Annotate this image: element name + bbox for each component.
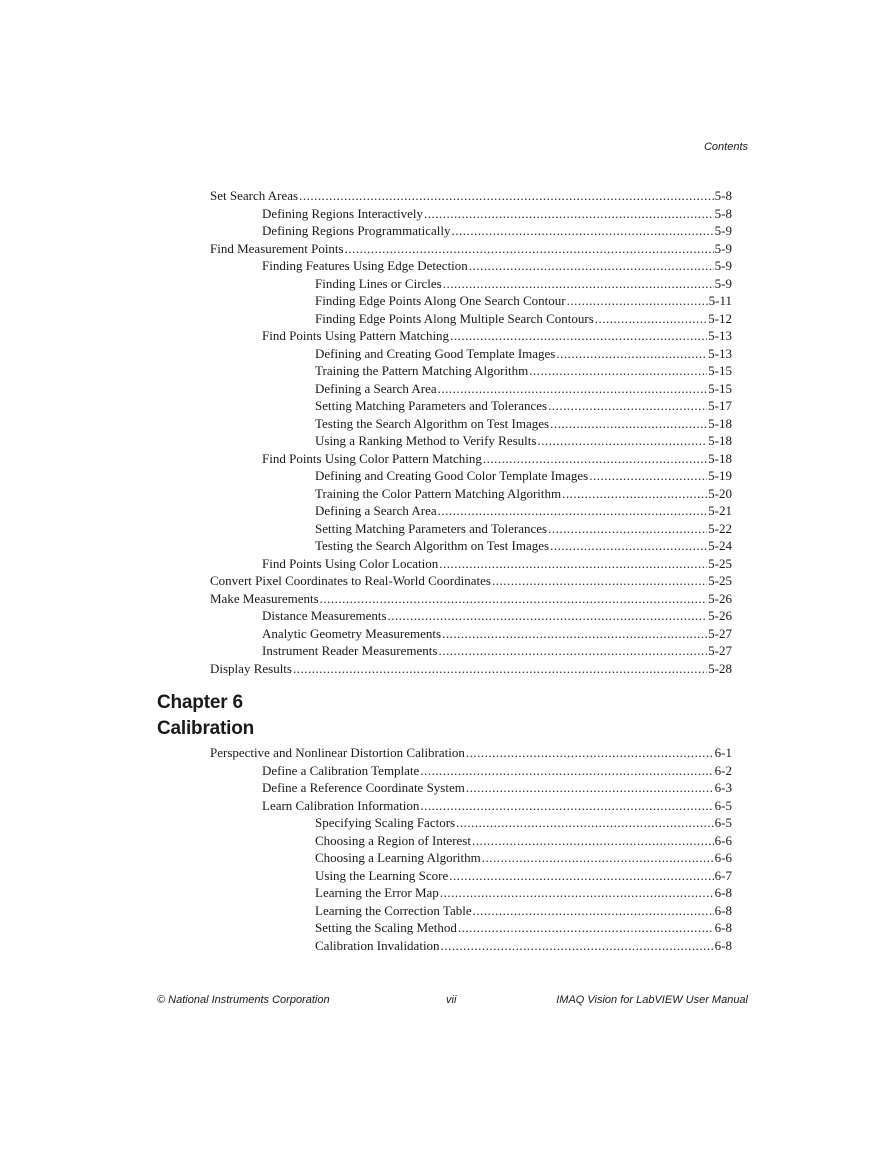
toc-entry[interactable] — [262, 205, 732, 222]
toc-entry-page: 6-7 — [714, 867, 732, 883]
toc-dot-leader — [529, 362, 707, 379]
toc-entry[interactable] — [315, 467, 732, 484]
toc-entry-label: Set Search Areas — [210, 188, 299, 203]
toc-entry-label: Finding Features Using Edge Detection — [262, 258, 468, 273]
toc-entry-page: 6-6 — [714, 832, 732, 848]
toc-entry[interactable] — [210, 187, 732, 204]
toc-dot-leader — [345, 240, 714, 257]
toc-entry-label: Choosing a Region of Interest — [315, 832, 471, 848]
toc-dot-leader — [439, 555, 707, 572]
toc-entry-page: 6-8 — [714, 920, 732, 935]
toc-dot-leader — [299, 187, 714, 204]
toc-entry-label: Display Results — [210, 660, 292, 676]
toc-entry-label: Find Measurement Points — [210, 240, 344, 256]
toc-dot-leader — [449, 867, 713, 884]
toc-dot-leader — [469, 257, 714, 274]
toc-entry[interactable] — [210, 590, 732, 607]
toc-entry[interactable] — [262, 779, 732, 796]
toc-entry-label: Finding Edge Points Along Multiple Search Contours — [315, 310, 594, 326]
footer-page-number: vii — [446, 994, 457, 1006]
toc-entry-page: 5-15 — [708, 363, 732, 378]
toc-entry-label: Learning the Error Map — [315, 885, 439, 900]
toc-dot-leader — [320, 590, 707, 607]
toc-entry-label: Analytic Geometry Measurements — [262, 625, 442, 641]
toc-dot-leader — [548, 520, 707, 537]
toc-dot-leader — [420, 762, 713, 779]
toc-entry-page: 5-27 — [708, 625, 732, 641]
toc-entry[interactable] — [315, 397, 732, 414]
toc-entry-label: Make Measurements — [210, 590, 319, 606]
toc-entry-label: Specifying Scaling Factors — [315, 815, 456, 830]
toc-entry-label: Define a Calibration Template — [262, 762, 420, 778]
toc-entry[interactable] — [315, 814, 732, 831]
toc-entry-page: 5-21 — [708, 503, 732, 518]
toc-entry[interactable] — [262, 555, 732, 572]
toc-entry-label: Learn Calibration Information — [262, 797, 420, 813]
footer-copyright: © National Instruments Corporation — [157, 994, 330, 1006]
toc-entry-page: 5-11 — [708, 293, 732, 308]
toc-dot-leader — [473, 902, 714, 919]
toc-entry-page: 6-8 — [714, 885, 732, 900]
toc-entry[interactable] — [315, 485, 732, 502]
toc-entry-page: 6-8 — [714, 937, 732, 953]
toc-entry[interactable] — [262, 762, 732, 779]
toc-entry-page: 5-12 — [708, 310, 732, 326]
running-header-title: Contents — [703, 141, 748, 153]
toc-entry-page: 6-5 — [714, 797, 732, 813]
toc-entry-page: 5-18 — [708, 415, 732, 431]
toc-entry-label: Defining Regions Interactively — [262, 205, 424, 221]
toc-entry[interactable] — [315, 380, 732, 397]
toc-entry[interactable] — [315, 849, 732, 866]
toc-entry-label: Defining and Creating Good Color Template Images — [315, 468, 589, 483]
toc-dot-leader — [482, 849, 714, 866]
toc-dot-leader — [562, 485, 707, 502]
toc-entry-page: 6-6 — [714, 850, 732, 865]
toc-entry[interactable] — [315, 884, 732, 901]
toc-entry-label: Using the Learning Score — [315, 867, 449, 883]
toc-dot-leader — [550, 537, 707, 554]
toc-entry-label: Training the Pattern Matching Algorithm — [315, 363, 529, 378]
toc-entry-page: 6-8 — [714, 902, 732, 918]
toc-entry-label: Find Points Using Color Pattern Matching — [262, 450, 482, 466]
toc-entry-label: Testing the Search Algorithm on Test Images — [315, 415, 550, 431]
toc-entry[interactable] — [262, 607, 732, 624]
toc-dot-leader — [466, 779, 714, 796]
chapter-title-heading: Calibration — [157, 718, 255, 739]
toc-entry-label: Find Points Using Color Location — [262, 555, 439, 571]
toc-entry[interactable] — [262, 327, 732, 344]
toc-dot-leader — [595, 310, 707, 327]
toc-dot-leader — [442, 625, 707, 642]
toc-dot-leader — [293, 660, 707, 677]
toc-entry-page: 5-27 — [708, 643, 732, 658]
toc-dot-leader — [492, 572, 707, 589]
toc-entry[interactable] — [315, 415, 732, 432]
toc-dot-leader — [567, 292, 708, 309]
toc-entry-page: 5-25 — [708, 555, 732, 571]
toc-entry-page: 5-28 — [708, 660, 732, 676]
toc-dot-leader — [450, 327, 707, 344]
toc-entry[interactable] — [262, 257, 732, 274]
toc-entry-label: Testing the Search Algorithm on Test Images — [315, 538, 550, 553]
toc-dot-leader — [550, 415, 707, 432]
toc-entry-page: 5-25 — [708, 573, 732, 588]
toc-entry-label: Calibration Invalidation — [315, 937, 440, 953]
toc-entry[interactable] — [315, 832, 732, 849]
toc-entry-page: 6-3 — [714, 780, 732, 795]
toc-entry-label: Defining a Search Area — [315, 503, 437, 518]
toc-entry-page: 5-15 — [708, 380, 732, 396]
toc-entry-page: 5-18 — [708, 433, 732, 448]
toc-entry[interactable] — [315, 537, 732, 554]
toc-dot-leader — [438, 642, 707, 659]
toc-entry-page: 5-9 — [714, 240, 732, 256]
toc-entry[interactable] — [315, 937, 732, 954]
toc-entry[interactable] — [315, 362, 732, 379]
toc-entry-label: Distance Measurements — [262, 608, 387, 623]
toc-entry-label: Defining a Search Area — [315, 380, 437, 396]
toc-dot-leader — [466, 744, 714, 761]
toc-entry-label: Finding Edge Points Along One Search Contour — [315, 293, 566, 308]
toc-entry[interactable] — [315, 919, 732, 936]
toc-entry-page: 6-1 — [714, 745, 732, 760]
toc-entry-label: Setting the Scaling Method — [315, 920, 457, 935]
toc-entry-page: 5-9 — [714, 223, 732, 238]
toc-entry-label: Instrument Reader Measurements — [262, 643, 438, 658]
toc-dot-leader — [483, 450, 707, 467]
toc-entry[interactable] — [262, 625, 732, 642]
chapter-number-heading: Chapter 6 — [157, 692, 243, 713]
toc-entry-label: Using a Ranking Method to Verify Results — [315, 433, 537, 448]
toc-entry[interactable] — [315, 867, 732, 884]
toc-entry-label: Training the Color Pattern Matching Algorithm — [315, 485, 562, 501]
toc-dot-leader — [440, 884, 714, 901]
toc-entry-label: Perspective and Nonlinear Distortion Calibration — [210, 745, 465, 760]
toc-entry[interactable] — [315, 292, 732, 309]
toc-entry-page: 5-8 — [714, 188, 732, 203]
toc-dot-leader — [537, 432, 707, 449]
toc-entry-page: 5-13 — [708, 328, 732, 343]
toc-entry-label: Finding Lines or Circles — [315, 275, 442, 291]
toc-entry-page: 5-24 — [708, 538, 732, 553]
toc-entry-label: Setting Matching Parameters and Tolerances — [315, 520, 548, 536]
toc-entry[interactable] — [315, 502, 732, 519]
toc-entry-label: Defining Regions Programmatically — [262, 223, 451, 238]
toc-entry-page: 5-8 — [714, 205, 732, 221]
toc-dot-leader — [458, 919, 714, 936]
toc-entry-page: 5-19 — [708, 468, 732, 483]
toc-dot-leader — [441, 937, 714, 954]
toc-entry-page: 5-9 — [714, 258, 732, 273]
toc-dot-leader — [548, 397, 707, 414]
toc-dot-leader — [443, 275, 714, 292]
toc-dot-leader — [556, 345, 707, 362]
toc-entry-page: 5-9 — [714, 275, 732, 291]
toc-entry[interactable] — [210, 660, 732, 677]
toc-entry[interactable] — [315, 432, 732, 449]
toc-entry[interactable] — [315, 902, 732, 919]
toc-entry-label: Setting Matching Parameters and Tolerances — [315, 398, 548, 413]
toc-entry[interactable] — [315, 520, 732, 537]
toc-entry[interactable] — [315, 275, 732, 292]
toc-entry-page: 5-18 — [708, 450, 732, 466]
toc-entry-label: Choosing a Learning Algorithm — [315, 850, 481, 865]
toc-entry[interactable] — [210, 744, 732, 761]
toc-dot-leader — [438, 380, 708, 397]
toc-entry-page: 5-17 — [708, 398, 732, 413]
toc-entry-label: Find Points Using Pattern Matching — [262, 328, 450, 343]
toc-dot-leader — [472, 832, 714, 849]
toc-entry-page: 6-2 — [714, 762, 732, 778]
toc-dot-leader — [438, 502, 708, 519]
toc-entry-page: 5-26 — [708, 608, 732, 623]
toc-dot-leader — [589, 467, 707, 484]
toc-entry-label: Convert Pixel Coordinates to Real-World Coordinates — [210, 573, 491, 588]
toc-dot-leader — [388, 607, 708, 624]
toc-dot-leader — [424, 205, 714, 222]
toc-dot-leader — [420, 797, 713, 814]
toc-entry-label: Learning the Correction Table — [315, 902, 472, 918]
toc-entry[interactable] — [262, 642, 732, 659]
toc-entry-page: 5-20 — [708, 485, 732, 501]
toc-entry-page: 5-26 — [708, 590, 732, 606]
toc-entry[interactable] — [315, 310, 732, 327]
toc-entry-page: 6-5 — [714, 815, 732, 830]
toc-dot-leader — [451, 222, 713, 239]
toc-entry[interactable] — [315, 345, 732, 362]
toc-entry[interactable] — [210, 572, 732, 589]
toc-dot-leader — [456, 814, 714, 831]
toc-entry-label: Defining and Creating Good Template Images — [315, 345, 556, 361]
toc-entry[interactable] — [210, 240, 732, 257]
toc-entry-page: 5-22 — [708, 520, 732, 536]
toc-entry-label: Define a Reference Coordinate System — [262, 780, 465, 795]
toc-entry-page: 5-13 — [708, 345, 732, 361]
toc-entry[interactable] — [262, 222, 732, 239]
footer-manual-title: IMAQ Vision for LabVIEW User Manual — [556, 994, 748, 1006]
toc-entry[interactable] — [262, 797, 732, 814]
toc-entry[interactable] — [262, 450, 732, 467]
